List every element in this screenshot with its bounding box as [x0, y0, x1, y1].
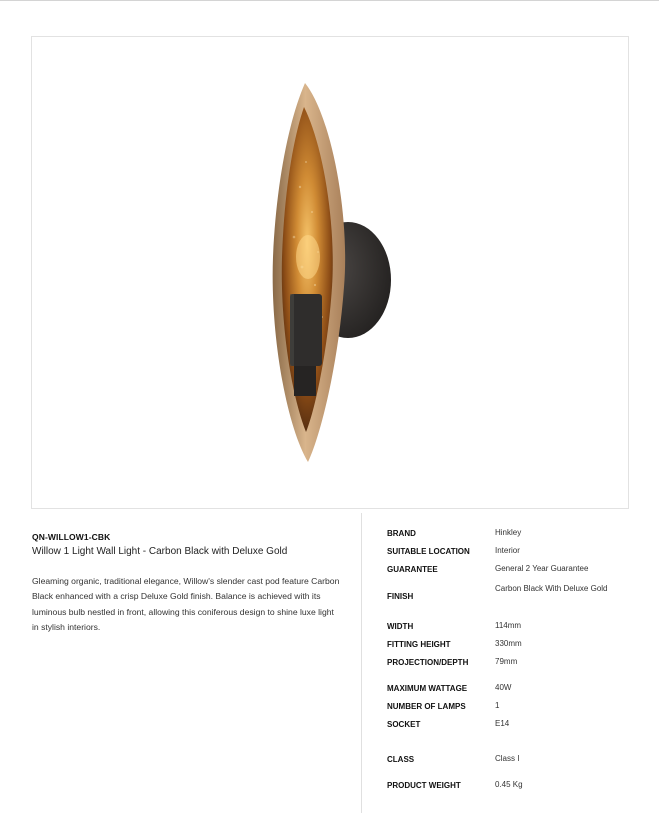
spec-value-class: Class I — [495, 754, 520, 763]
spec-value-location: Interior — [495, 546, 520, 555]
product-description: Gleaming organic, traditional elegance, Willow's slender cast pod feature Carbon Black enhanced with a crisp Deluxe Gold finish. Balance is achieved with its luminous bulb nestled in front, allowing this coniferous design to shine luxe light in stylish interiors. — [32, 576, 340, 633]
product-title: Willow 1 Light Wall Light - Carbon Black with Deluxe Gold — [32, 546, 288, 557]
spec-label-weight: PRODUCT WEIGHT — [387, 781, 461, 790]
spec-label-socket: SOCKET — [387, 720, 421, 729]
spec-label-brand: BRAND — [387, 529, 416, 538]
spec-value-lamps: 1 — [495, 701, 500, 710]
spec-value-socket: E14 — [495, 719, 510, 728]
spec-value-guarantee: General 2 Year Guarantee — [495, 564, 589, 573]
spec-label-guarantee: GUARANTEE — [387, 565, 438, 574]
spec-value-brand: Hinkley — [495, 528, 522, 537]
spec-value-projection: 79mm — [495, 657, 518, 666]
top-rule — [0, 0, 659, 1]
candle-holder — [290, 294, 322, 366]
spec-value-max-wattage: 40W — [495, 683, 512, 692]
spec-value-fitting-height: 330mm — [495, 639, 522, 648]
spec-value-width: 114mm — [495, 621, 522, 630]
spec-value-finish: Carbon Black With Deluxe Gold — [495, 584, 608, 593]
spec-label-finish: FINISH — [387, 592, 414, 601]
spec-label-lamps: NUMBER OF LAMPS — [387, 702, 466, 711]
spec-label-projection: PROJECTION/DEPTH — [387, 658, 469, 667]
spec-label-class: CLASS — [387, 755, 415, 764]
product-image-frame — [31, 36, 629, 509]
spec-label-width: WIDTH — [387, 622, 414, 631]
column-divider — [361, 513, 362, 813]
bulb-glow — [296, 235, 320, 279]
spec-value-weight: 0.45 Kg — [495, 780, 523, 789]
spec-label-location: SUITABLE LOCATION — [387, 547, 470, 556]
spec-label-fitting-height: FITTING HEIGHT — [387, 640, 451, 649]
product-image — [32, 37, 630, 510]
holder-stem — [294, 366, 316, 396]
holder-highlight — [290, 294, 294, 366]
spec-label-max-wattage: MAXIMUM WATTAGE — [387, 684, 468, 693]
product-sku: QN-WILLOW1-CBK — [32, 532, 111, 542]
